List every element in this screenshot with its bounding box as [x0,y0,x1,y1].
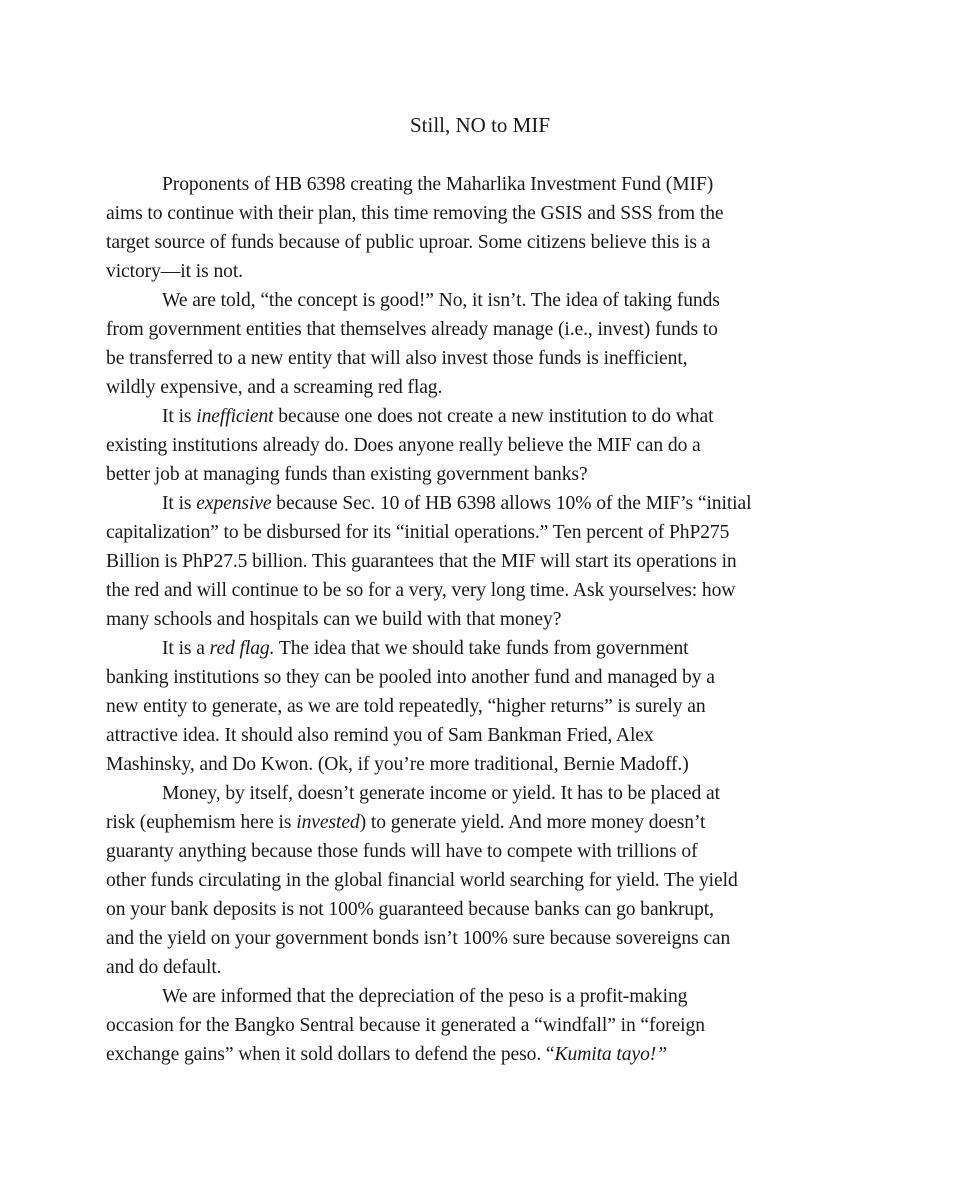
text-run: exchange gains” when it sold dollars to defend the peso. “ [106,1044,555,1065]
text-line [106,982,866,1011]
text-run: victory—it is not. [106,261,243,282]
text-line [106,402,866,431]
italic-text: Kumita tayo!” [554,1044,667,1065]
text-run: ) to generate yield. And more money doesn’t [359,812,706,833]
text-run: It is [162,406,197,427]
text-run: attractive idea. It should also remind you of Sam Bankman Fried, Alex [106,725,654,746]
text-run: Money, by itself, doesn’t generate income or yield. It has to be placed at [162,783,720,804]
italic-text: inefficient [196,406,274,427]
italic-text: expensive [196,493,272,514]
text-run: We are informed that the depreciation of the peso is a profit-making [162,986,688,1007]
text-line [106,953,866,982]
text-run: and the yield on your government bonds isn’t 100% sure because sovereigns can [106,928,731,949]
text-run: existing institutions already do. Does anyone really believe the MIF can do a [106,435,701,456]
text-run: on your bank deposits is not 100% guaranteed because banks can go bankrupt, [106,899,714,920]
text-line [106,808,866,837]
text-run: occasion for the Bangko Sentral because it generated a “windfall” in “foreign [106,1015,705,1036]
text-run: The idea that we should take funds from government [274,638,689,659]
text-line [106,257,866,286]
text-line [106,518,866,547]
text-run: because Sec. 10 of HB 6398 allows 10% of the MIF’s “initial [271,493,752,514]
text-line [106,199,866,228]
text-run: banking institutions so they can be pooled into another fund and managed by a [106,667,715,688]
text-line [106,866,866,895]
text-run: new entity to generate, as we are told repeatedly, “higher returns” is surely an [106,696,706,717]
italic-text: red flag. [209,638,275,659]
text-run: because one does not create a new institution to do what [273,406,714,427]
text-run: guaranty anything because those funds will have to compete with trillions of [106,841,698,862]
text-run: capitalization” to be disbursed for its “initial operations.” Ten percent of PhP275 [106,522,730,543]
text-run: better job at managing funds than existing government banks? [106,464,588,485]
text-line [106,315,866,344]
text-line [106,460,866,489]
paragraph [106,982,866,1069]
paragraph [106,489,866,634]
italic-text: invested [296,812,360,833]
text-line [106,373,866,402]
text-line [106,779,866,808]
text-run: the red and will continue to be so for a very, very long time. Ask yourselves: how [106,580,736,601]
text-run: many schools and hospitals can we build with that money? [106,609,562,630]
text-line [106,895,866,924]
text-line [106,489,866,518]
text-line [106,692,866,721]
text-run: It is [162,493,197,514]
text-line [106,663,866,692]
text-run: aims to continue with their plan, this time removing the GSIS and SSS from the [106,203,724,224]
text-run: Billion is PhP27.5 billion. This guarantees that the MIF will start its operations in [106,551,737,572]
text-line [106,605,866,634]
paragraph [106,170,866,286]
text-run: from government entities that themselves already manage (i.e., invest) funds to [106,319,718,340]
text-run: target source of funds because of public uproar. Some citizens believe this is a [106,232,711,253]
text-line [106,344,866,373]
document-body [106,170,866,1069]
text-line [106,721,866,750]
text-run: risk (euphemism here is [106,812,297,833]
text-line [106,547,866,576]
paragraph [106,779,866,982]
text-run: wildly expensive, and a screaming red flag. [106,377,443,398]
text-line [106,837,866,866]
text-line [106,286,866,315]
text-run: We are told, “the concept is good!” No, it isn’t. The idea of taking funds [162,290,720,311]
text-line [106,750,866,779]
document-title: Still, NO to MIF [409,113,551,137]
paragraph [106,634,866,779]
text-line [106,1011,866,1040]
text-run: Proponents of HB 6398 creating the Maharlika Investment Fund (MIF) [162,174,714,195]
text-line [106,431,866,460]
text-line [106,228,866,257]
text-line [106,634,866,663]
text-run: other funds circulating in the global financial world searching for yield. The yield [106,870,738,891]
text-run: and do default. [106,957,222,978]
text-run: It is a [162,638,210,659]
text-run: Mashinsky, and Do Kwon. (Ok, if you’re more traditional, Bernie Madoff.) [106,754,689,775]
text-line [106,1040,866,1069]
paragraph [106,286,866,402]
paragraph [106,402,866,489]
text-run: be transferred to a new entity that will also invest those funds is inefficient, [106,348,688,369]
text-line [106,924,866,953]
text-line [106,576,866,605]
text-line [106,170,866,199]
